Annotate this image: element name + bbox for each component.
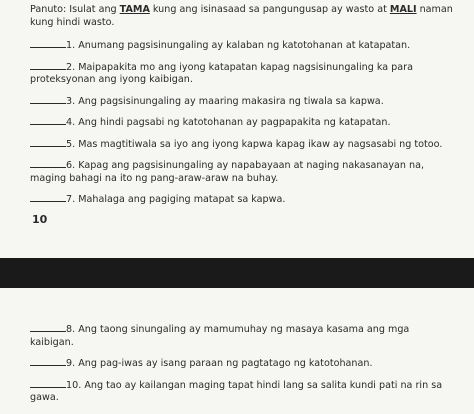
question-number: 3.	[66, 95, 76, 107]
question-text: Anumang pagsisinungaling ay kalaban ng katotohanan at katapatan.	[78, 40, 411, 51]
question-item-9	[30, 356, 456, 371]
question-text: Kapag ang pagsisinungaling ay napabayaan at naging nakasanayan na, maging bahagi na ito ng pang-araw-araw na buhay.	[30, 160, 425, 184]
question-number: 2.	[66, 61, 76, 73]
answer-blank[interactable]	[30, 38, 66, 48]
question-text: Ang pag-iwas ay isang paraan ng pagtatago ng katotohanan.	[78, 358, 373, 369]
answer-blank[interactable]	[30, 322, 66, 332]
answer-blank[interactable]	[30, 60, 66, 70]
page-number: 10	[32, 212, 48, 226]
answer-blank[interactable]	[30, 192, 66, 202]
question-number: 4.	[66, 117, 76, 128]
question-text: Ang taong sinungaling ay mamumuhay ng masaya kasama ang mga kaibigan.	[30, 324, 410, 348]
question-item-4	[30, 115, 456, 130]
question-text: Ang hindi pagsabi ng katotohanan ay pagpapakita ng katapatan.	[78, 117, 391, 128]
question-item-6	[30, 158, 456, 185]
worksheet-page-bottom	[0, 288, 474, 414]
question-number: 7.	[66, 194, 76, 205]
instruction-middle: kung ang isinasaad sa pangungusap ay wasto at	[149, 4, 390, 15]
question-item-8	[30, 322, 456, 349]
mali-keyword: MALI	[389, 4, 417, 15]
instruction-suffix: naman kung hindi wasto.	[30, 4, 453, 28]
tama-keyword: TAMA	[119, 4, 150, 15]
question-item-2	[30, 60, 456, 87]
answer-blank[interactable]	[30, 94, 66, 104]
instruction-prefix: Panuto: Isulat ang	[30, 4, 120, 15]
question-text: Ang pagsisinungaling ay maaring makasira ng tiwala sa kapwa.	[78, 95, 384, 107]
answer-blank[interactable]	[30, 378, 66, 388]
question-number: 6.	[66, 160, 76, 171]
page-top-margin	[30, 288, 456, 322]
answer-blank[interactable]	[30, 158, 66, 168]
question-item-1	[30, 38, 456, 53]
question-text: Ang tao ay kailangan maging tapat hindi lang sa salita kundi pati na rin sa gawa.	[30, 379, 443, 403]
answer-blank[interactable]	[30, 115, 66, 125]
question-number: 8.	[66, 324, 76, 335]
question-text: Mas magtitiwala sa iyo ang iyong kapwa kapag ikaw ay nagsasabi ng totoo.	[78, 138, 443, 150]
question-item-5	[30, 137, 456, 152]
question-text: Maipapakita mo ang iyong katapatan kapag nagsisinungaling ka para proteksyonan ang iyong kaibigan.	[30, 61, 413, 85]
question-item-3	[30, 94, 456, 109]
question-number: 1.	[66, 40, 76, 51]
question-number: 5.	[66, 138, 76, 150]
question-text: Mahalaga ang pagiging matapat sa kapwa.	[78, 194, 286, 205]
answer-blank[interactable]	[30, 137, 66, 147]
question-item-7	[30, 192, 456, 207]
question-item-10	[30, 378, 456, 405]
answer-blank[interactable]	[30, 356, 66, 366]
question-number: 9.	[66, 358, 76, 369]
instruction-text	[30, 4, 456, 29]
question-number: 10.	[66, 379, 82, 391]
